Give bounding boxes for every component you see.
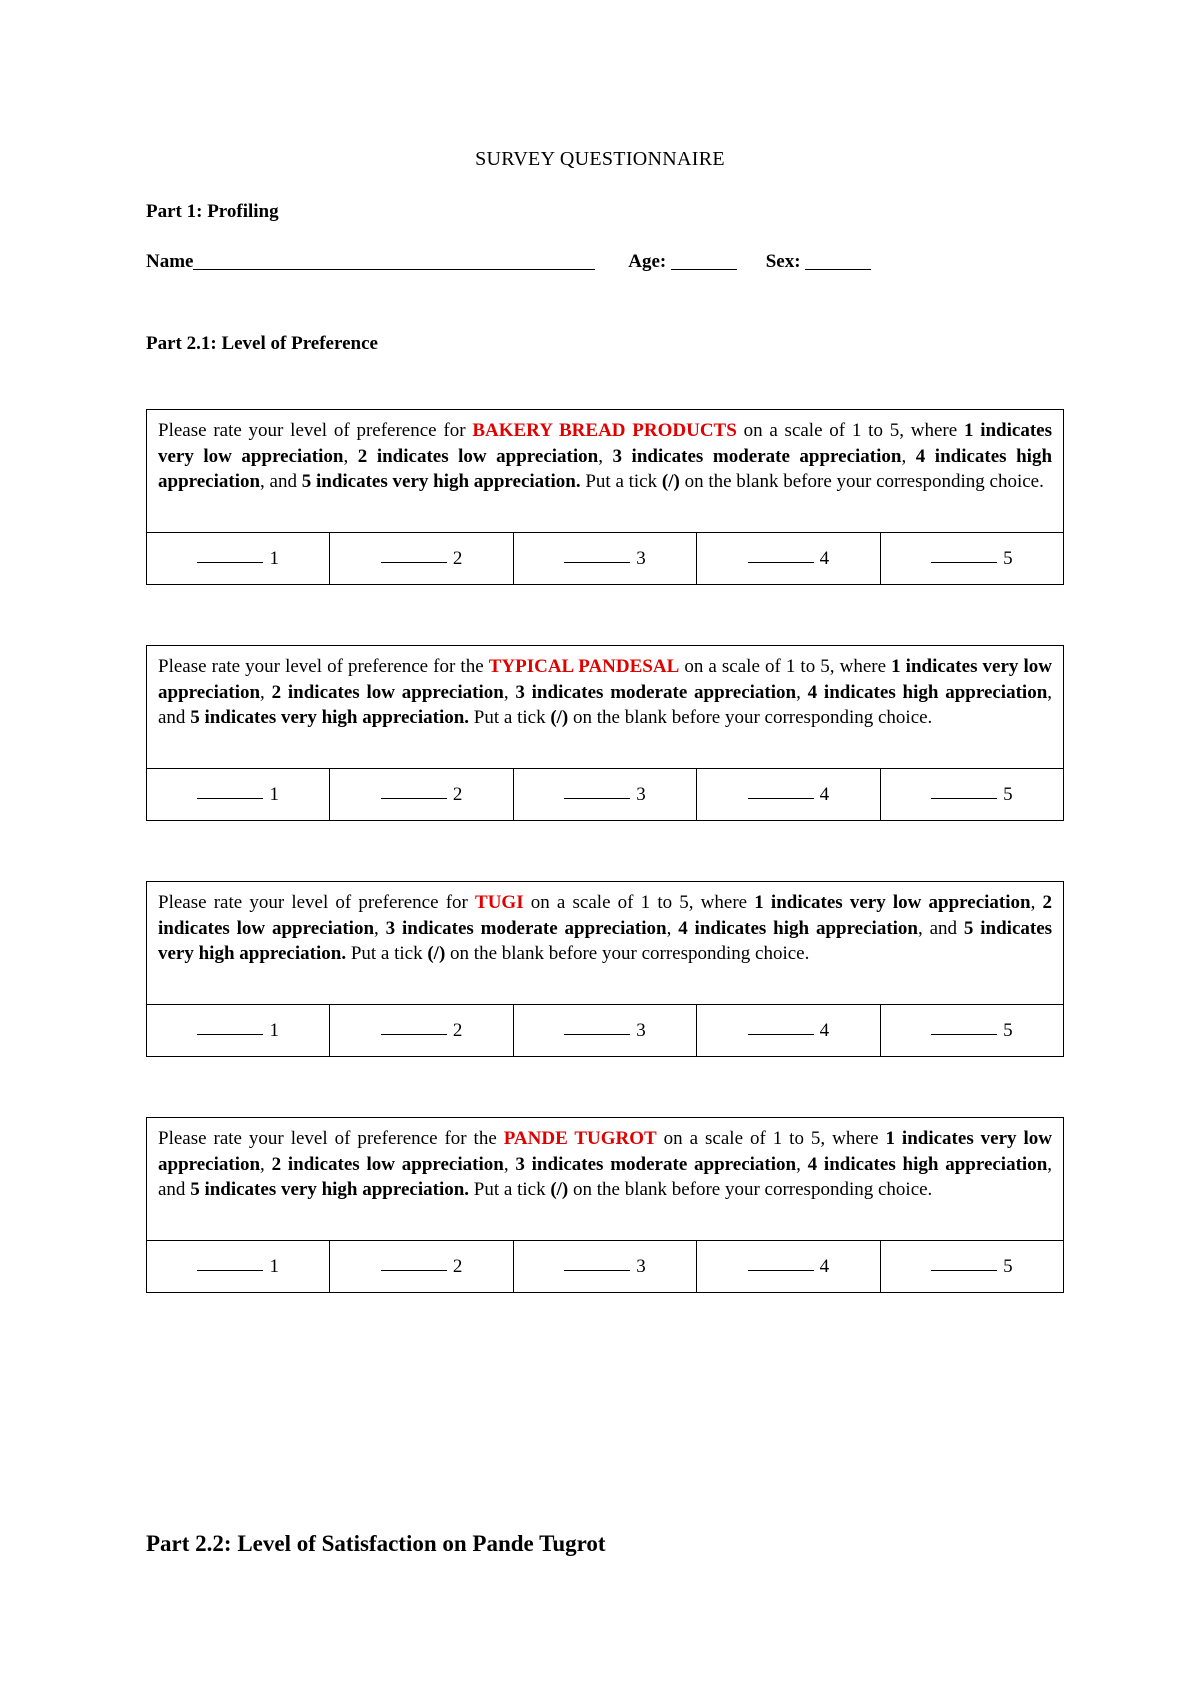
choice-row [147, 1241, 1063, 1292]
choice-row [147, 533, 1063, 584]
choice-2[interactable]: 2 [330, 769, 513, 820]
choice-row [147, 769, 1063, 820]
question-box [146, 1117, 1064, 1293]
tick-blank [197, 1034, 263, 1035]
item-name: TUGI [475, 892, 524, 913]
question-text: Please rate your level of preference for TUGI on a scale of 1 to 5, where 1 indicates very low appreciation, 2 indicates low appreciation, 3 indicates moderate appreciation, 4 indicates high appreciation, and 5 indicates very high appreciation. Put a tick (/) on the blank before your corresponding choice. [147, 882, 1063, 1005]
page-title: SURVEY QUESTIONNAIRE [475, 148, 725, 170]
name-label: Name [146, 251, 194, 272]
choice-1[interactable]: 1 [147, 1005, 330, 1056]
choice-5[interactable]: 5 [881, 1005, 1063, 1056]
item-name: PANDE TUGROT [503, 1128, 657, 1149]
part1-heading: Part 1: Profiling [146, 201, 279, 222]
question-text: Please rate your level of preference for the PANDE TUGROT on a scale of 1 to 5, where 1 indicates very low appreciation, 2 indicates low appreciation, 3 indicates moderate appreciation, 4 indicates high appreciation, and 5 indicates very high appreciation. Put a tick (/) on the blank before your corresponding choice. [147, 1118, 1063, 1241]
choice-2[interactable]: 2 [330, 533, 513, 584]
tick-blank [931, 798, 997, 799]
part21-heading: Part 2.1: Level of Preference [146, 333, 378, 354]
tick-blank [564, 798, 630, 799]
question-box [146, 409, 1064, 585]
tick-blank [564, 1034, 630, 1035]
choice-5[interactable]: 5 [881, 533, 1063, 584]
sex-label: Sex: [765, 251, 801, 272]
question-box [146, 645, 1064, 821]
tick-blank [931, 562, 997, 563]
choice-2[interactable]: 2 [330, 1005, 513, 1056]
name-blank[interactable] [193, 268, 595, 270]
sex-blank[interactable] [805, 268, 871, 270]
profile-fields [146, 251, 871, 273]
choice-3[interactable]: 3 [514, 769, 697, 820]
part22-heading: Part 2.2: Level of Satisfaction on Pande Tugrot [146, 1531, 606, 1556]
tick-blank [748, 798, 814, 799]
tick-blank [564, 562, 630, 563]
tick-blank [748, 1034, 814, 1035]
choice-5[interactable]: 5 [881, 1241, 1063, 1292]
tick-blank [381, 562, 447, 563]
item-name: TYPICAL PANDESAL [488, 656, 680, 677]
choice-4[interactable]: 4 [697, 1241, 880, 1292]
question-text: Please rate your level of preference for BAKERY BREAD PRODUCTS on a scale of 1 to 5, where 1 indicates very low appreciation, 2 indicates low appreciation, 3 indicates moderate appreciation, 4 indicates high appreciation, and 5 indicates very high appreciation. Put a tick (/) on the blank before your corresponding choice. [147, 410, 1063, 533]
choice-row [147, 1005, 1063, 1056]
choice-4[interactable]: 4 [697, 1005, 880, 1056]
tick-blank [381, 1034, 447, 1035]
age-label: Age: [628, 251, 667, 272]
choice-4[interactable]: 4 [697, 533, 880, 584]
choice-4[interactable]: 4 [697, 769, 880, 820]
tick-blank [931, 1270, 997, 1271]
item-name: BAKERY BREAD PRODUCTS [472, 420, 737, 441]
tick-blank [748, 1270, 814, 1271]
age-blank[interactable] [671, 268, 737, 270]
choice-3[interactable]: 3 [514, 533, 697, 584]
tick-blank [931, 1034, 997, 1035]
choice-1[interactable]: 1 [147, 769, 330, 820]
choice-3[interactable]: 3 [514, 1005, 697, 1056]
tick-blank [197, 1270, 263, 1271]
tick-blank [197, 798, 263, 799]
choice-1[interactable]: 1 [147, 533, 330, 584]
tick-blank [748, 562, 814, 563]
tick-blank [197, 562, 263, 563]
choice-2[interactable]: 2 [330, 1241, 513, 1292]
tick-blank [381, 1270, 447, 1271]
choice-1[interactable]: 1 [147, 1241, 330, 1292]
choice-3[interactable]: 3 [514, 1241, 697, 1292]
question-box [146, 881, 1064, 1057]
tick-blank [381, 798, 447, 799]
choice-5[interactable]: 5 [881, 769, 1063, 820]
question-text: Please rate your level of preference for the TYPICAL PANDESAL on a scale of 1 to 5, where 1 indicates very low appreciation, 2 indicates low appreciation, 3 indicates moderate appreciation, 4 indicates high appreciation, and 5 indicates very high appreciation. Put a tick (/) on the blank before your corresponding choice. [147, 646, 1063, 769]
tick-blank [564, 1270, 630, 1271]
